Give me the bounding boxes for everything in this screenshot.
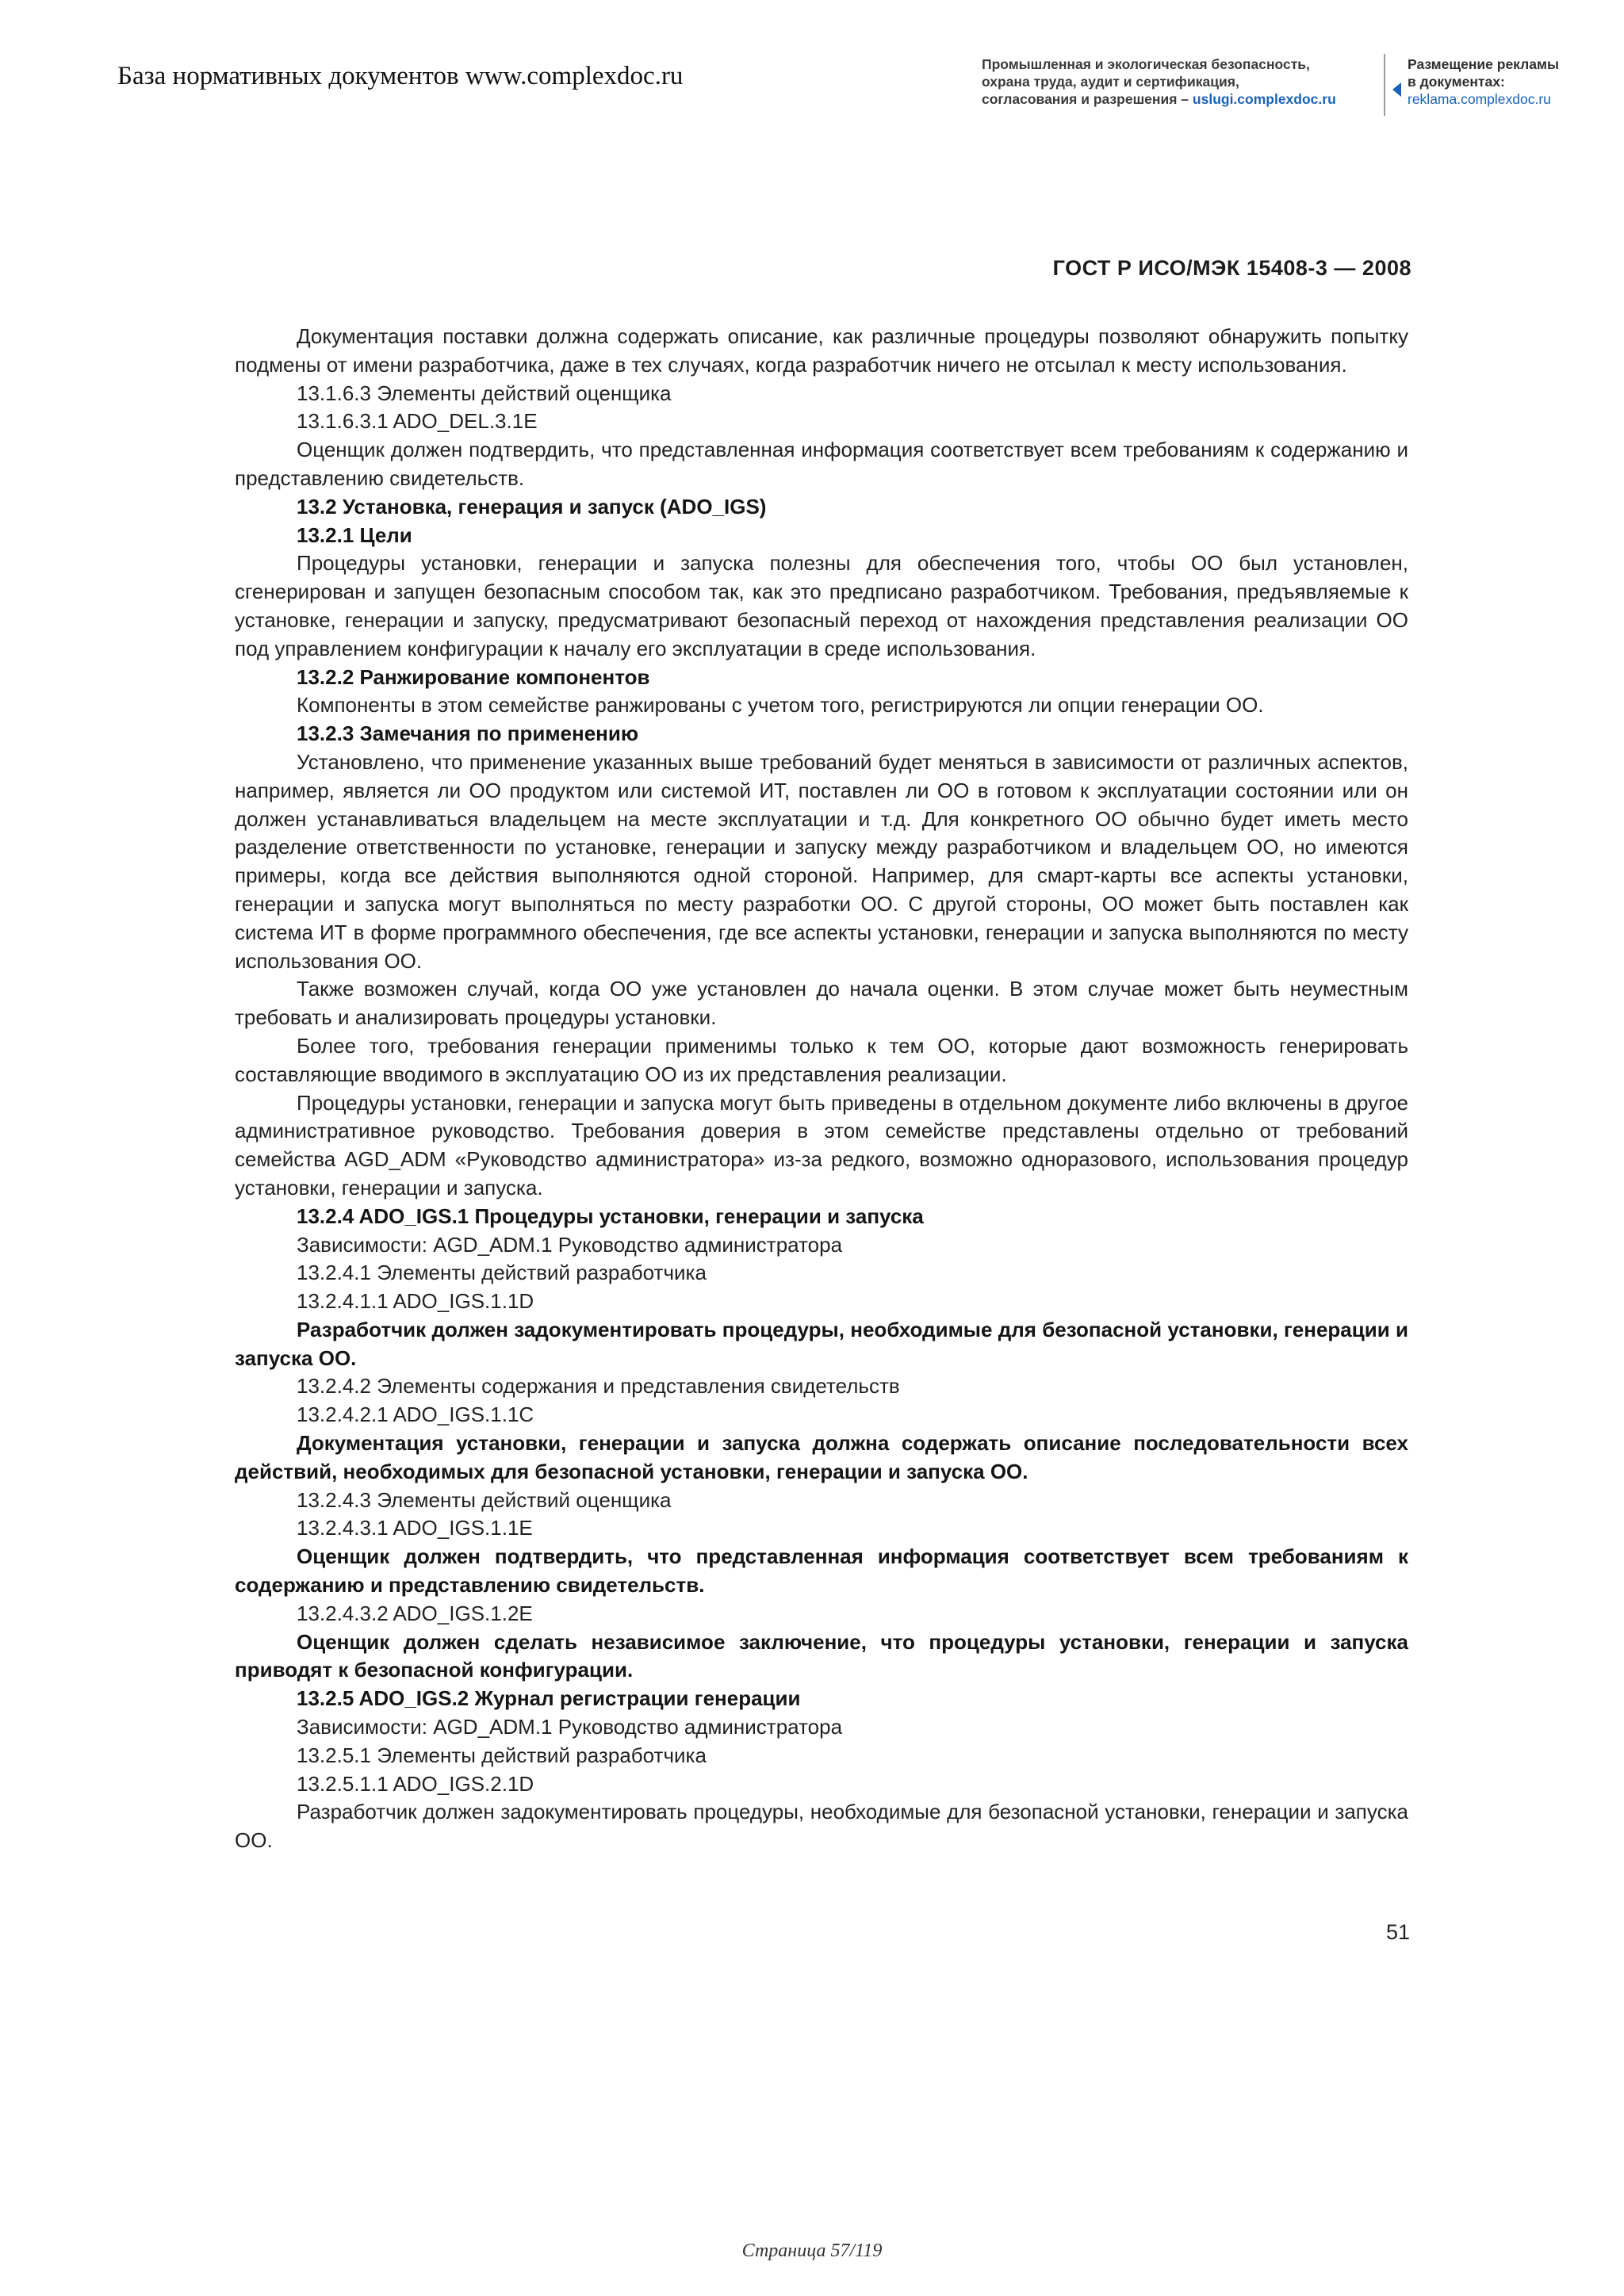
requirement-text: Документация установки, генерации и запуска должна содержать описание последовательности всех действий, необходимых для безопасной установки, генерации и запуска ОО. bbox=[235, 1431, 1408, 1483]
footer-page-label: Страница 57/119 bbox=[741, 2241, 883, 2261]
paragraph: Процедуры установки, генерации и запуска могут быть приведены в отдельном документе либо включены в другое административное руководство. Требования доверия в этом семействе представлены отдельно от требований семейства AGD_ADM «Руководство администратора» из-за редкого, возможно одноразового, использования процедур установки, генерации и запуска. bbox=[235, 1090, 1408, 1200]
advertising-ad-line-2: в документах: bbox=[1408, 74, 1505, 90]
section-heading: 13.2 Установка, генерация и запуск (ADO_IGS) bbox=[297, 494, 767, 519]
clause-label: Зависимости: AGD_ADM.1 Руководство администратора bbox=[297, 1715, 843, 1739]
document-id: ГОСТ Р ИСО/МЭК 15408-3 — 2008 bbox=[1052, 256, 1411, 280]
services-ad-line-3 bbox=[982, 90, 1378, 108]
advertising-ad[interactable] bbox=[1408, 55, 1614, 108]
ad-divider bbox=[1384, 54, 1385, 116]
document-body bbox=[235, 323, 1408, 1855]
paragraph: Процедуры установки, генерации и запуска полезны для обеспечения того, чтобы ОО был установлен, сгенерирован и запущен безопасным способом так, как это предписано разработчиком. Требования, предъявляемые к установке, генерации и запуску, предусматривают безопасный переход от нахождения представления реализации ОО под управлением конфигурации к началу его эксплуатации в среде использования. bbox=[235, 551, 1408, 660]
requirement-text: Оценщик должен сделать независимое заключение, что процедуры установки, генерации и запуска приводят к безопасной конфигурации. bbox=[235, 1629, 1408, 1682]
clause-label: 13.2.4.3.1 ADO_IGS.1.1E bbox=[297, 1516, 533, 1540]
services-ad-link[interactable]: uslugi.complexdoc.ru bbox=[1192, 91, 1336, 107]
clause-label: 13.2.5.1.1 ADO_IGS.2.1D bbox=[297, 1771, 534, 1796]
clause-label: 13.2.4.1 Элементы действий разработчика bbox=[297, 1261, 707, 1285]
page-number: 51 bbox=[1385, 1920, 1410, 1944]
paragraph: Более того, требования генерации применимы только к тем ОО, которые дают возможность генерировать составляющие вводимого в эксплуатацию ОО из их представления реализации. bbox=[235, 1033, 1408, 1086]
services-ad-line-3-text: согласования и разрешения – bbox=[982, 91, 1193, 107]
paragraph: Компоненты в этом семействе ранжированы с учетом того, регистрируются ли опции генерации ОО. bbox=[297, 693, 1264, 718]
clause-label: 13.2.4.2 Элементы содержания и представления свидетельств bbox=[297, 1374, 900, 1399]
section-heading: 13.2.2 Ранжирование компонентов bbox=[297, 664, 650, 689]
paragraph: Также возможен случай, когда ОО уже установлен до начала оценки. В этом случае может быть неуместным требовать и анализировать процедуры установки. bbox=[235, 977, 1408, 1030]
services-ad-line-1: Промышленная и экологическая безопасность, bbox=[982, 56, 1310, 72]
requirement-text: Разработчик должен задокументировать процедуры, необходимые для безопасной установки, генерации и запуска ОО. bbox=[235, 1317, 1408, 1370]
advertising-ad-link[interactable]: reklama.complexdoc.ru bbox=[1408, 91, 1551, 107]
paragraph: Оценщик должен подтвердить, что представленная информация соответствует всем требованиям к содержанию и представлению свидетельств. bbox=[235, 438, 1408, 490]
clause-label: Зависимости: AGD_ADM.1 Руководство администратора bbox=[297, 1232, 843, 1257]
paragraph: Установлено, что применение указанных выше требований будет меняться в зависимости от различных аспектов, например, является ли ОО продуктом или системой ИТ, поставлен ли ОО в готовом к эксплуатации состоянии или он должен устанавливаться владельцем на месте эксплуатации и т.д. Для конкретного ОО обычно будет иметь место разделение ответственности по установке, генерации и запуску между разработчиком и владельцем ОО, но имеются примеры, когда все действия выполняются одной стороной. Например, для смарт-карты все аспекты установки, генерации и запуска могут выполняться по месту разработки ОО. С другой стороны, ОО может быть поставлен как система ИТ в форме программного обеспечения, где все аспекты установки, генерации и запуска выполняются по месту использования ОО. bbox=[235, 749, 1408, 973]
clause-label: 13.2.5.1 Элементы действий разработчика bbox=[297, 1743, 707, 1767]
clause-label: 13.1.6.3 Элементы действий оценщика bbox=[297, 381, 672, 405]
site-title: База нормативных документов www.complexdoc.ru bbox=[117, 62, 684, 90]
paragraph: Разработчик должен задокументировать процедуры, необходимые для безопасной установки, генерации и запуска ОО. bbox=[235, 1800, 1408, 1853]
services-ad-line-2: охрана труда, аудит и сертификация, bbox=[982, 74, 1239, 90]
section-heading: 13.2.4 ADO_IGS.1 Процедуры установки, генерации и запуска bbox=[297, 1203, 924, 1228]
section-heading: 13.2.1 Цели bbox=[297, 522, 412, 547]
clause-label: 13.2.4.2.1 ADO_IGS.1.1C bbox=[297, 1402, 534, 1427]
advertising-ad-line-1: Размещение рекламы bbox=[1408, 56, 1559, 72]
section-heading: 13.2.5 ADO_IGS.2 Журнал регистрации генерации bbox=[297, 1686, 801, 1711]
paragraph: Документация поставки должна содержать описание, как различные процедуры позволяют обнаружить попытку подмены от имени разработчика, даже в тех случаях, когда разработчик ничего не отсылал к месту использования. bbox=[235, 324, 1408, 377]
section-heading: 13.2.3 Замечания по применению bbox=[297, 721, 639, 746]
clause-label: 13.1.6.3.1 ADO_DEL.3.1E bbox=[297, 409, 538, 434]
requirement-text: Оценщик должен подтвердить, что представленная информация соответствует всем требованиям к содержанию и представлению свидетельств. bbox=[235, 1544, 1408, 1598]
clause-label: 13.2.4.3 Элементы действий оценщика bbox=[297, 1487, 672, 1512]
services-ad[interactable] bbox=[982, 55, 1378, 108]
arrow-left-icon bbox=[1392, 82, 1401, 97]
clause-label: 13.2.4.3.2 ADO_IGS.1.2E bbox=[297, 1601, 533, 1625]
clause-label: 13.2.4.1.1 ADO_IGS.1.1D bbox=[297, 1289, 534, 1314]
